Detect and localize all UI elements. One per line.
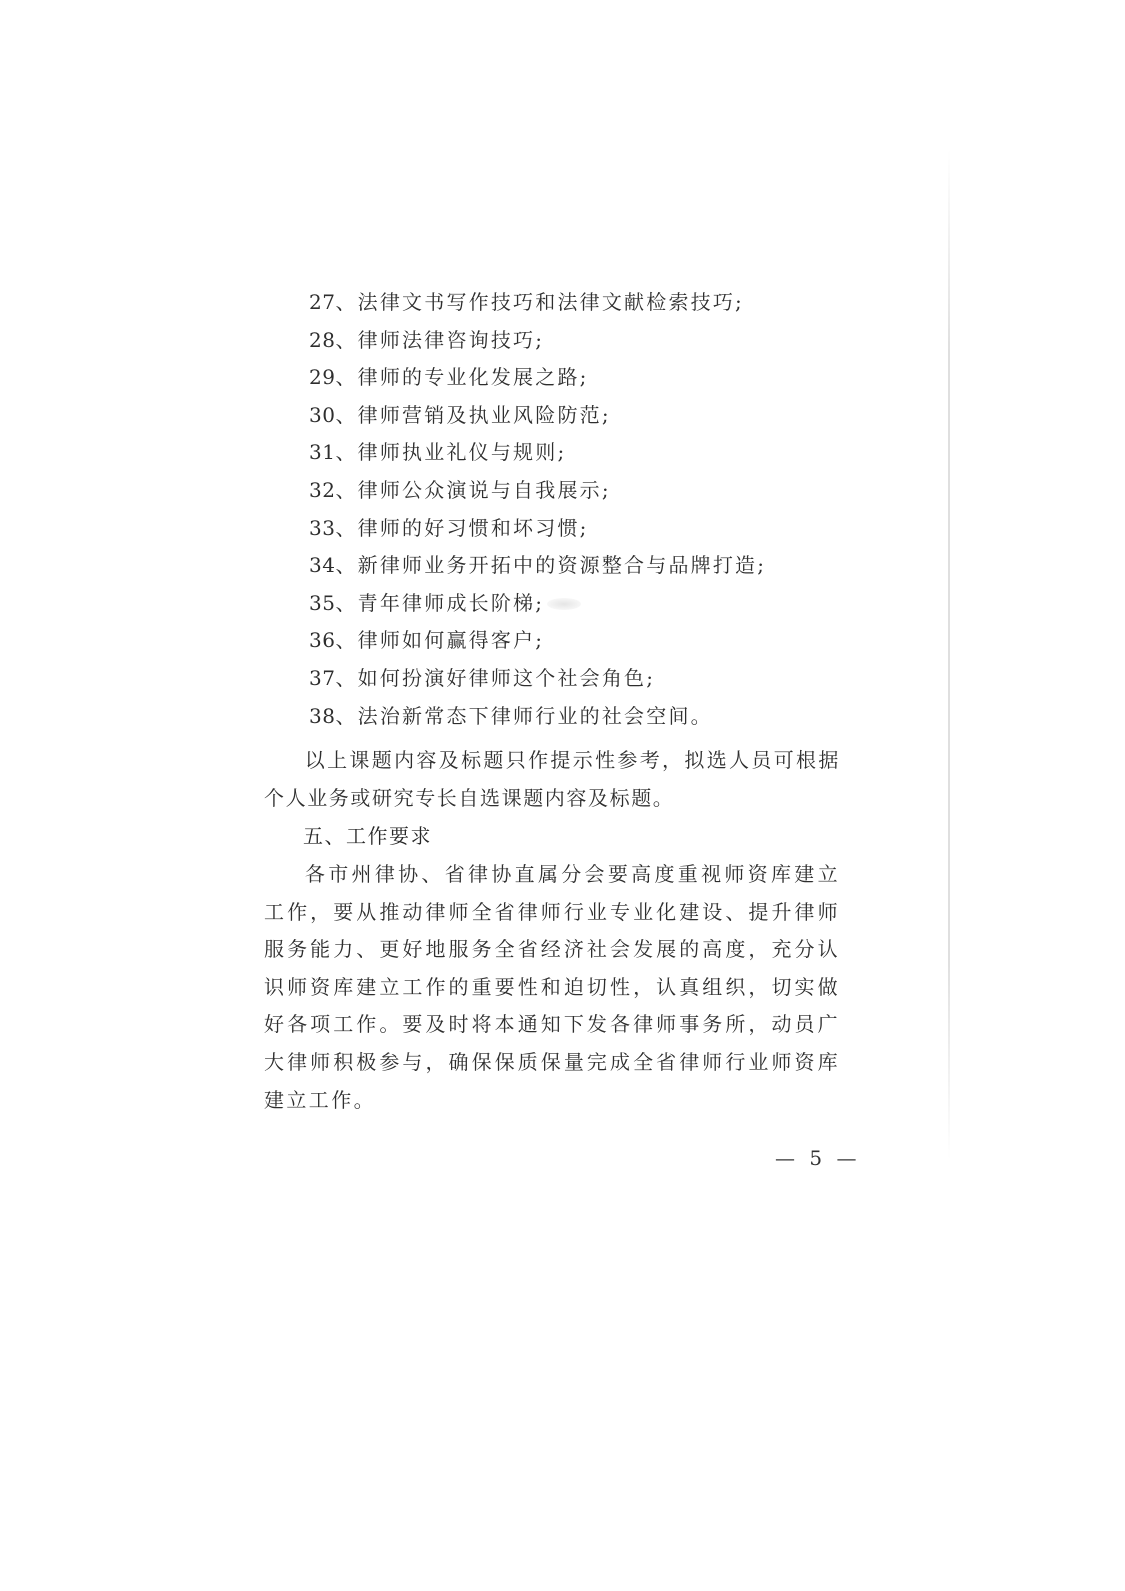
list-item: 33、律师的好习惯和坏习惯;: [309, 515, 589, 540]
list-item: 29、律师的专业化发展之路;: [309, 365, 589, 390]
note-paragraph: 以上课题内容及标题只作提示性参考，拟选人员可根据个人业务或研究专长自选课题内容及标题。: [264, 748, 840, 810]
list-item: 34、新律师业务开拓中的资源整合与品牌打造;: [309, 553, 767, 578]
list-item: 31、律师执业礼仪与规则;: [309, 440, 567, 465]
list-item: 35、青年律师成长阶梯;: [309, 590, 545, 615]
list-item: 36、律师如何赢得客户;: [309, 628, 545, 653]
requirements-paragraph: 各市州律协、省律协直属分会要高度重视师资库建立工作，要从推动律师全省律师行业专业化建设、提升律师服务能力、更好地服务全省经济社会发展的高度，充分认识师资库建立工作的重要性和迫切性，认真组织，切实做好各项工作。要及时将本通知下发各律师事务所，动员广大律师积极参与，确保保质保量完成全省律师行业师资库建立工作。: [264, 862, 840, 1112]
list-item: 30、律师营销及执业风险防范;: [309, 402, 611, 427]
section-heading: 五、工作要求: [303, 824, 432, 848]
page-number: — 5 —: [775, 1146, 861, 1170]
list-item: 32、律师公众演说与自我展示;: [309, 477, 611, 502]
list-item: 28、律师法律咨询技巧;: [309, 327, 545, 352]
topic-list: [309, 284, 766, 735]
list-item: 27、法律文书写作技巧和法律文献检索技巧;: [309, 290, 744, 314]
list-item: 37、如何扮演好律师这个社会角色;: [309, 665, 656, 690]
scan-edge: [948, 150, 950, 1160]
list-item: 38、法治新常态下律师行业的社会空间。: [309, 703, 713, 728]
